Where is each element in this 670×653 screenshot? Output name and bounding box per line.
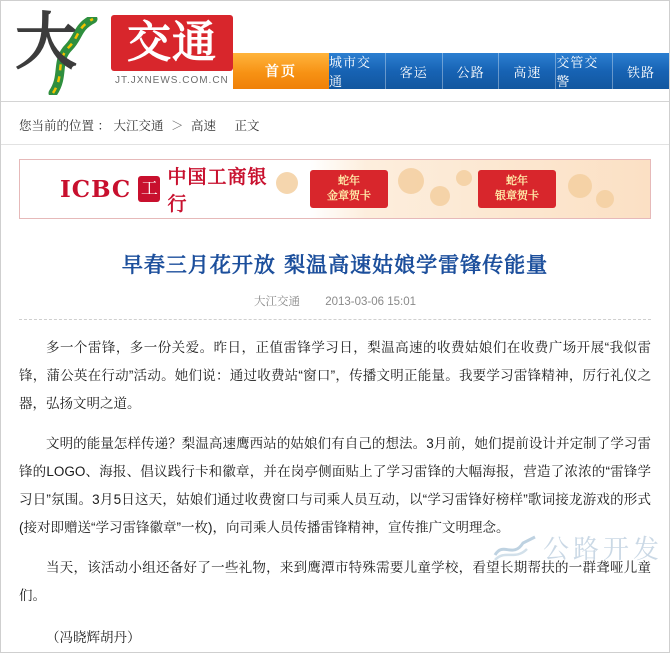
ad-dot-5 bbox=[568, 174, 592, 198]
breadcrumb-prefix: 您当前的位置 ： bbox=[19, 119, 110, 133]
article-paragraph: 多一个雷锋，多一份关爱。昨日，正值雷锋学习日，梨温高速的收费姑娘们在收费广场开展“我似雷锋，蒲公英在行动”活动。她们说：通过收费站“窗口”，传播文明正能量。我要学习雷锋精神，厉行礼仪之器，弘扬文明之道。 bbox=[19, 340, 651, 411]
article-signature: （冯晓辉胡丹） bbox=[46, 630, 141, 645]
nav-item-passenger[interactable]: 客运 bbox=[386, 53, 443, 89]
article-datetime: 2013-03-06 15:01 bbox=[325, 296, 416, 308]
ad-dot-2 bbox=[398, 168, 424, 194]
content-wrapper bbox=[19, 159, 651, 652]
icbc-mark-icon: 工 bbox=[138, 176, 160, 202]
ad-card-silver-line2: 银章贺卡 bbox=[495, 190, 539, 202]
article-source: 大江交通 bbox=[253, 296, 300, 308]
logo-url: JT.JXNEWS.COM.CN bbox=[115, 75, 229, 86]
nav-item-expressway[interactable]: 高速 bbox=[499, 53, 556, 89]
nav-item-highway[interactable]: 公路 bbox=[443, 53, 500, 89]
watermark-text: 公路开发 bbox=[542, 535, 663, 565]
meta-divider bbox=[19, 319, 651, 320]
logo-red-block: 交通 bbox=[111, 15, 233, 71]
breadcrumb-item-site[interactable]: 大江交通 bbox=[113, 119, 164, 133]
breadcrumb-separator-1: ＞ bbox=[170, 119, 184, 133]
ad-card-gold-line2: 金章贺卡 bbox=[327, 190, 371, 202]
nav-item-home[interactable]: 首页 bbox=[233, 53, 329, 89]
ad-card-gold-line1: 蛇年 bbox=[338, 175, 360, 187]
nav-item-traffic-police[interactable]: 交管交警 bbox=[556, 53, 613, 89]
ad-card-silver-line1: 蛇年 bbox=[506, 175, 528, 187]
ad-dot-1 bbox=[276, 172, 298, 194]
ad-decoration bbox=[270, 160, 650, 218]
ad-dot-6 bbox=[596, 190, 614, 208]
icbc-english-name: ICBC bbox=[60, 175, 132, 203]
icbc-logo bbox=[20, 162, 270, 216]
ad-card-gold[interactable] bbox=[310, 170, 388, 208]
main-nav bbox=[233, 53, 669, 89]
site-logo[interactable] bbox=[15, 5, 233, 91]
article-paragraph: 文明的能量怎样传递？梨温高速鹰西站的姑娘们有自己的想法。3月前，她们提前设计并定制了学习雷锋的LOGO、海报、倡议践行卡和徽章，并在岗亭侧面贴上了学习雷锋的大幅海报，营造了浓浓的“雷锋学习日”氛围。3月5日这天，姑娘们通过收费窗口与司乘人员互动，以“学习雷锋好榜样”歌词接龙游戏的形式(接对即赠送“学习雷锋徽章”一枚)，向司乘人员传播雷锋精神，宣传推广文明理念。 bbox=[19, 436, 651, 535]
article-meta bbox=[19, 293, 651, 309]
breadcrumb-separator-2 bbox=[219, 119, 230, 133]
breadcrumb bbox=[1, 102, 669, 145]
nav-item-city-traffic[interactable]: 城市交通 bbox=[329, 53, 386, 89]
icbc-chinese-name: 中国工商银行 bbox=[167, 166, 268, 215]
breadcrumb-item-section[interactable]: 高速 bbox=[190, 119, 216, 133]
ad-dot-4 bbox=[456, 170, 472, 186]
site-header bbox=[1, 1, 669, 102]
advertisement-banner[interactable] bbox=[19, 159, 651, 219]
logo-character: 大 bbox=[15, 5, 76, 78]
ad-card-silver[interactable] bbox=[478, 170, 556, 208]
nav-item-railway[interactable]: 铁路 bbox=[627, 64, 656, 80]
breadcrumb-item-current: 正文 bbox=[234, 119, 260, 133]
ad-dot-3 bbox=[430, 186, 450, 206]
article-body bbox=[19, 334, 651, 652]
article-title: 早春三月花开放 梨温高速姑娘学雷锋传能量 bbox=[121, 252, 549, 277]
article-paragraph: 当天，该活动小组还备好了一些礼物，来到鹰潭市特殊需要儿童学校，看望长期帮扶的一群聋哑儿童们。 bbox=[19, 560, 651, 603]
